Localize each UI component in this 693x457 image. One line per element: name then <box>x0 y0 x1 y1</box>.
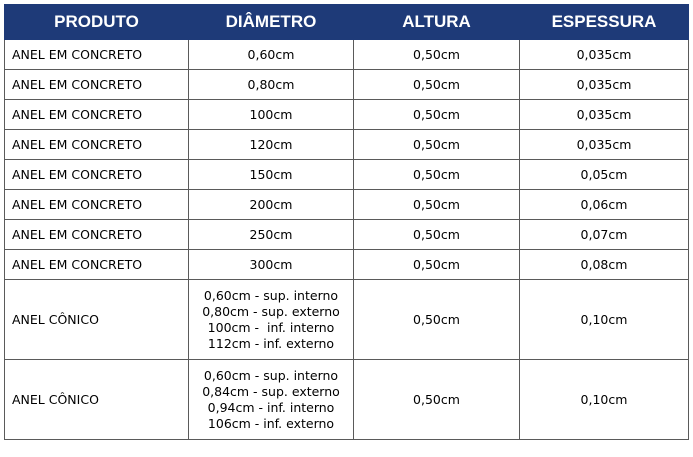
table-body <box>5 40 689 440</box>
cell-produto: ANEL EM CONCRETO <box>5 100 189 130</box>
cell-altura: 0,50cm <box>354 280 520 360</box>
table-row <box>5 190 689 220</box>
cell-espessura: 0,10cm <box>520 280 689 360</box>
cell-diametro <box>189 130 354 160</box>
diametro-line: 0,94cm - inf. interno <box>207 399 335 415</box>
cell-altura: 0,50cm <box>354 360 520 440</box>
header-espessura: ESPESSURA <box>520 5 689 40</box>
header-row <box>5 5 689 40</box>
cell-altura: 0,50cm <box>354 160 520 190</box>
table-row <box>5 100 689 130</box>
cell-espessura: 0,08cm <box>520 250 689 280</box>
diametro-line: 100cm - inf. interno <box>207 319 335 335</box>
diametro-line: 100cm <box>249 106 293 122</box>
diametro-line: 250cm <box>249 226 293 242</box>
diametro-line: 300cm <box>249 256 293 272</box>
table-row <box>5 130 689 160</box>
cell-diametro <box>189 70 354 100</box>
cell-altura: 0,50cm <box>354 220 520 250</box>
cell-altura: 0,50cm <box>354 70 520 100</box>
table-row <box>5 280 689 360</box>
diametro-line: 0,84cm - sup. externo <box>202 383 340 399</box>
table-header <box>5 5 689 40</box>
diametro-line: 0,60cm - sup. interno <box>203 367 339 383</box>
cell-diametro <box>189 280 354 360</box>
cell-produto: ANEL EM CONCRETO <box>5 190 189 220</box>
table-row <box>5 220 689 250</box>
table-row <box>5 360 689 440</box>
cell-produto: ANEL EM CONCRETO <box>5 130 189 160</box>
cell-produto: ANEL EM CONCRETO <box>5 220 189 250</box>
table-row <box>5 40 689 70</box>
cell-altura: 0,50cm <box>354 250 520 280</box>
cell-espessura: 0,035cm <box>520 40 689 70</box>
cell-diametro <box>189 220 354 250</box>
cell-produto: ANEL CÔNICO <box>5 360 189 440</box>
cell-espessura: 0,035cm <box>520 70 689 100</box>
cell-altura: 0,50cm <box>354 40 520 70</box>
diametro-line: 112cm - inf. externo <box>207 335 335 351</box>
cell-produto: ANEL CÔNICO <box>5 280 189 360</box>
cell-espessura: 0,035cm <box>520 130 689 160</box>
cell-espessura: 0,07cm <box>520 220 689 250</box>
cell-espessura: 0,035cm <box>520 100 689 130</box>
cell-diametro <box>189 40 354 70</box>
cell-espessura: 0,06cm <box>520 190 689 220</box>
diametro-line: 106cm - inf. externo <box>207 415 335 431</box>
diametro-line: 0,60cm - sup. interno <box>203 287 339 303</box>
cell-diametro <box>189 100 354 130</box>
cell-altura: 0,50cm <box>354 130 520 160</box>
header-produto: PRODUTO <box>5 5 189 40</box>
cell-altura: 0,50cm <box>354 100 520 130</box>
cell-produto: ANEL EM CONCRETO <box>5 160 189 190</box>
cell-diametro <box>189 190 354 220</box>
product-spec-table <box>4 4 689 440</box>
cell-diametro <box>189 160 354 190</box>
diametro-line: 150cm <box>249 166 293 182</box>
cell-diametro <box>189 360 354 440</box>
cell-produto: ANEL EM CONCRETO <box>5 250 189 280</box>
diametro-line: 0,80cm - sup. externo <box>202 303 340 319</box>
cell-espessura: 0,05cm <box>520 160 689 190</box>
cell-produto: ANEL EM CONCRETO <box>5 40 189 70</box>
cell-espessura: 0,10cm <box>520 360 689 440</box>
diametro-line: 120cm <box>249 136 293 152</box>
diametro-line: 200cm <box>249 196 293 212</box>
table-row <box>5 70 689 100</box>
diametro-line: 0,60cm <box>247 46 295 62</box>
header-altura: ALTURA <box>354 5 520 40</box>
table-row <box>5 160 689 190</box>
header-diametro: DIÂMETRO <box>189 5 354 40</box>
table-row <box>5 250 689 280</box>
cell-diametro <box>189 250 354 280</box>
cell-produto: ANEL EM CONCRETO <box>5 70 189 100</box>
diametro-line: 0,80cm <box>247 76 295 92</box>
cell-altura: 0,50cm <box>354 190 520 220</box>
